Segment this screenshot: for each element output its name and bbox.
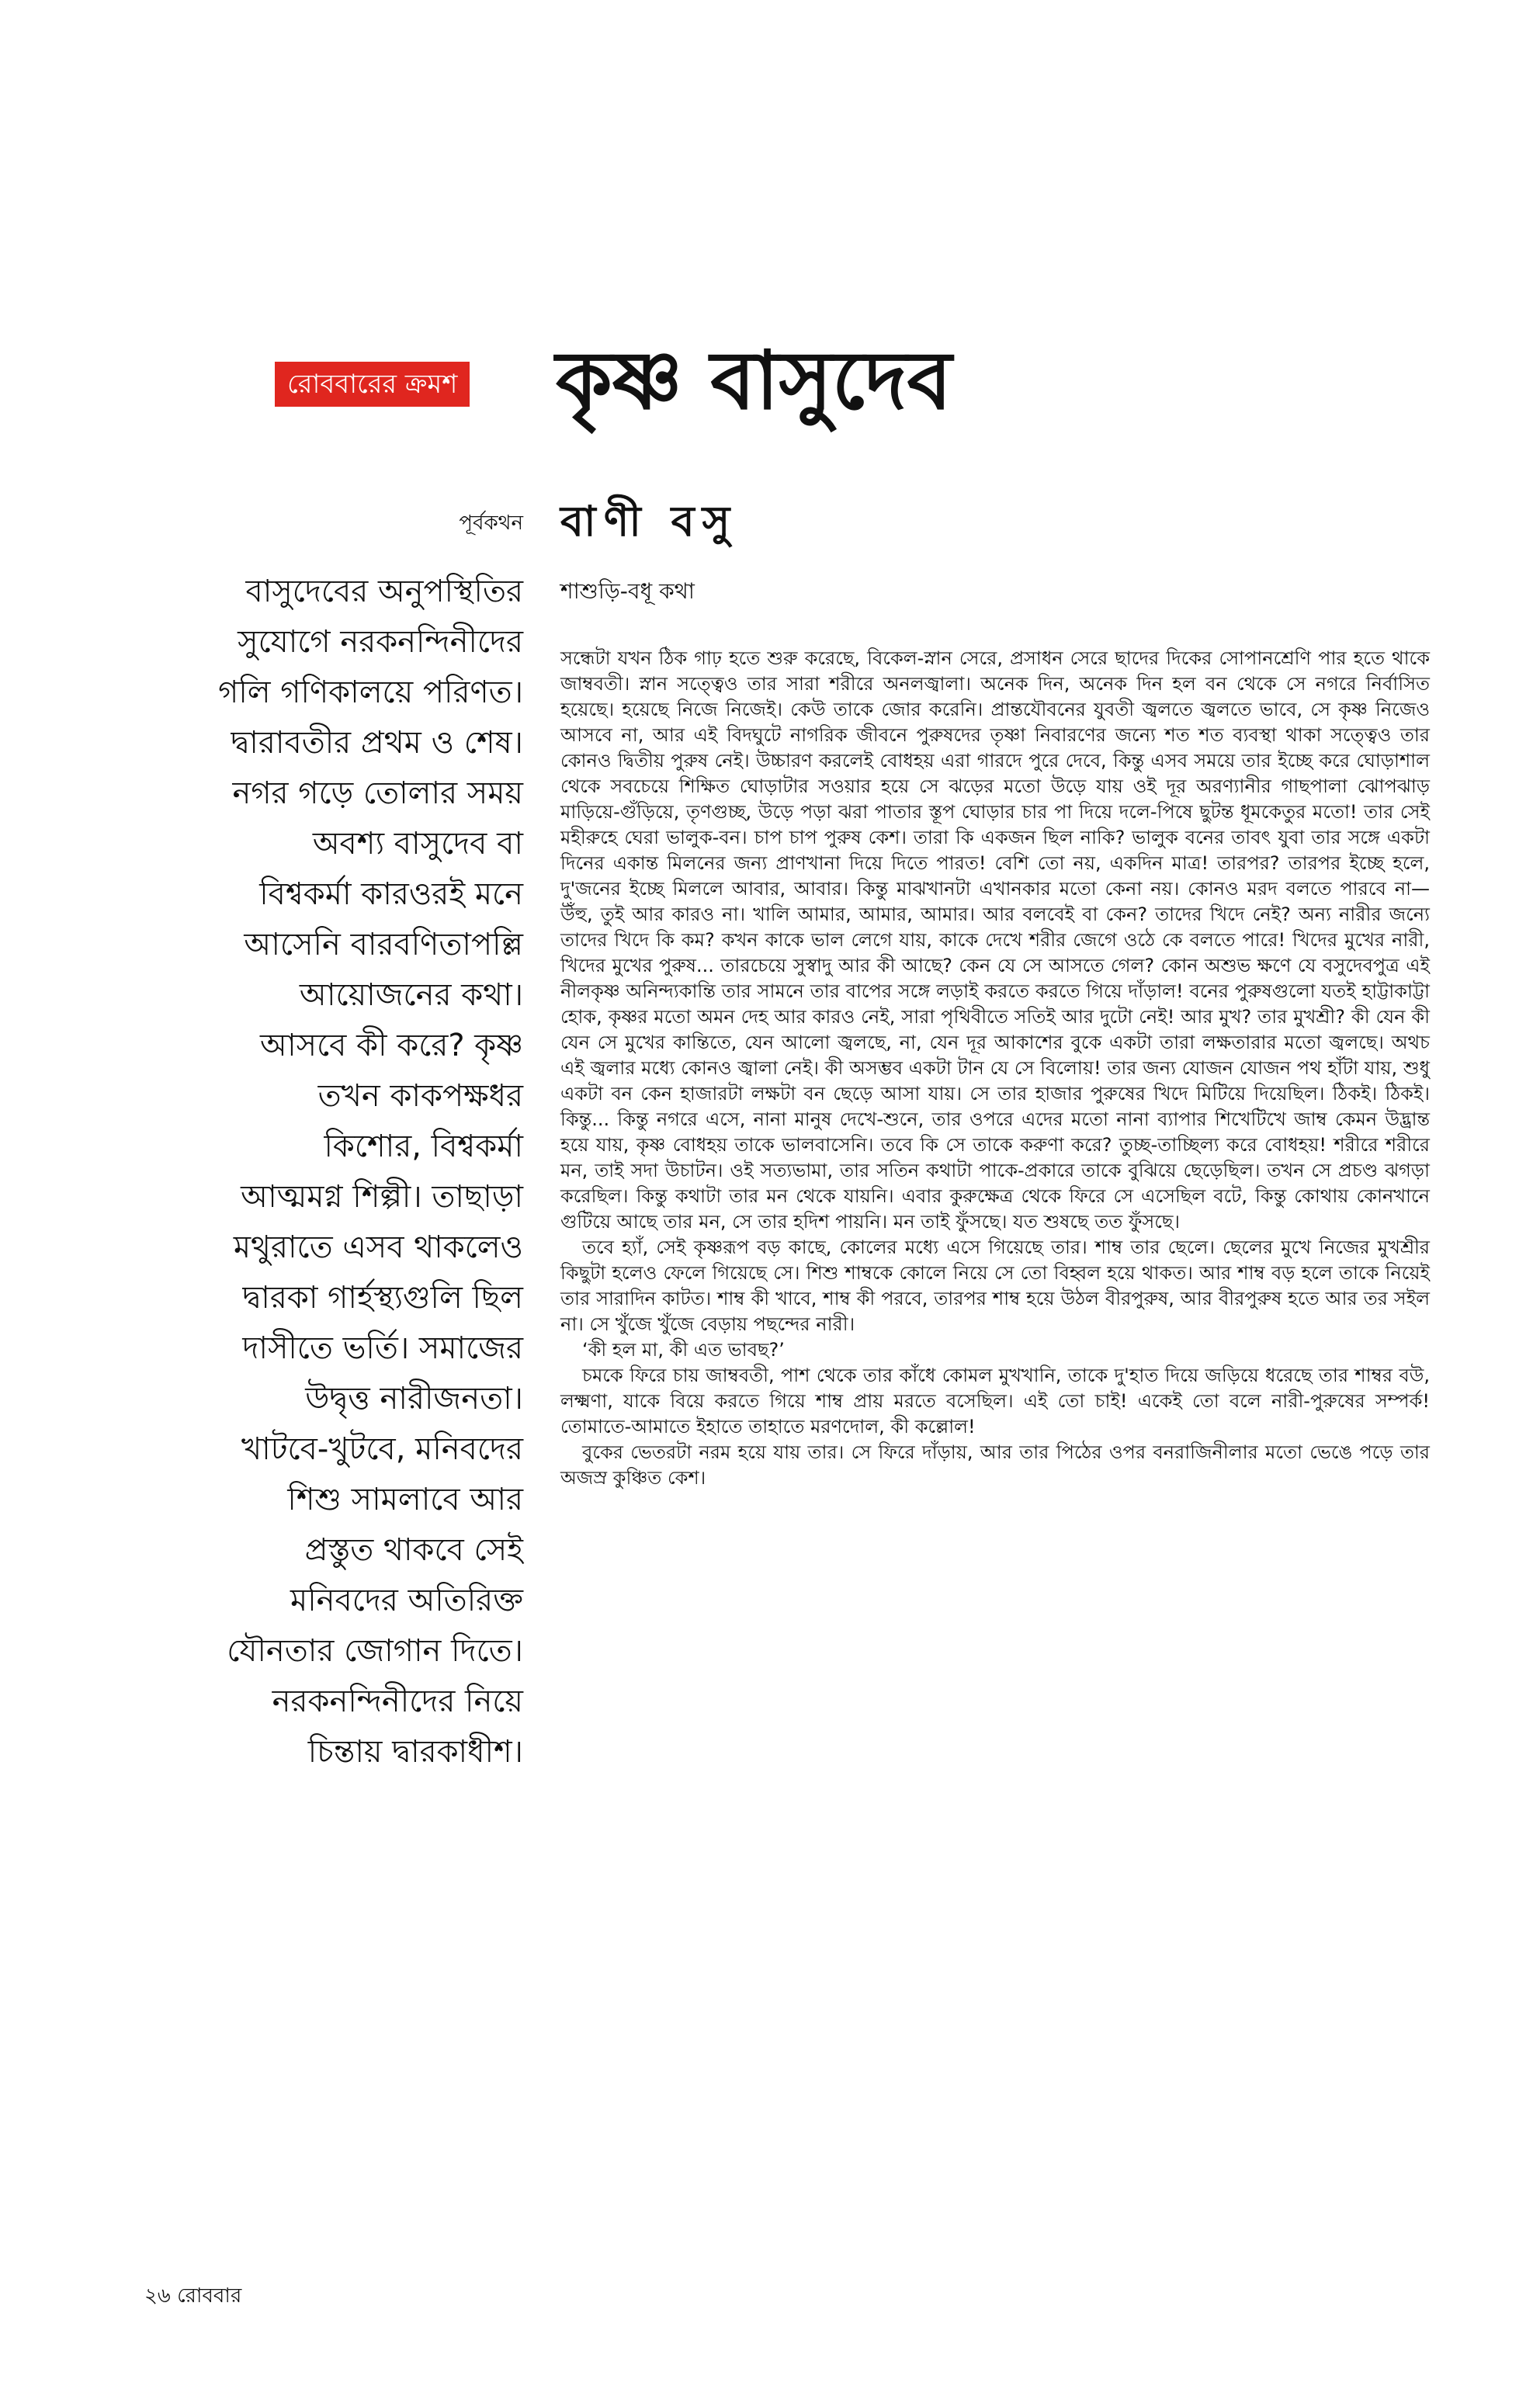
pullquote-line: কিশোর, বিশ্বকর্মা: [324, 1129, 523, 1164]
body-paragraph: তবে হ্যাঁ, সেই কৃষ্ণরূপ বড় কাছে, কোলের মধ্যে এসে গিয়েছে তার। শাম্ব তার ছেলে। ছেলের মুখে নিজের মুখশ্রীর কিছুটা হলেও ফেলে গিয়েছে সে। শিশু শাম্বকে কোলে নিয়ে সে তো বিহ্বল হয়ে থাকত। আর শাম্ব বড় হলে তাকে নিয়েই তার সারাদিন কাটত। শাম্ব কী খাবে, শাম্ব কী পরবে, তারপর শাম্ব হয়ে উঠল বীরপুরুষ, আর বীরপুরুষ হতে আর তর সইল না। সে খুঁজে খুঁজে বেড়ায় পছন্দের নারী।: [560, 1236, 1430, 1335]
pullquote-line: গলি গণিকালয়ে পরিণত।: [218, 675, 523, 710]
body-paragraph: বুকের ভেতরটা নরম হয়ে যায় তার। সে ফিরে দাঁড়ায়, আর তার পিঠের ওপর বনরাজিনীলার মতো ভেঙে পড়ে তার অজস্র কুঞ্চিত কেশ।: [560, 1441, 1430, 1489]
body-paragraph: ‘কী হল মা, কী এত ভাবছ?’: [582, 1339, 785, 1361]
page-folio: ২৬ রোববার: [144, 2284, 242, 2308]
pullquote-line: খাটবে-খুটবে, মনিবদের: [241, 1431, 523, 1467]
pullquote-line: দ্বারাবতীর প্রথম ও শেষ।: [231, 725, 523, 761]
pullquote-line: মনিবদের অতিরিক্ত: [290, 1583, 523, 1618]
pullquote: [109, 567, 523, 1777]
article-title: কৃষ্ণ বাসুদেব: [556, 333, 952, 428]
prologue-label: পূর্বকথন: [459, 512, 523, 535]
pullquote-line: বিশ্বকর্মা কারওরই মনে: [259, 876, 523, 912]
pullquote-line: প্রস্তুত থাকবে সেই: [304, 1532, 523, 1568]
pullquote-line: দ্বারকা গার্হস্থ্যগুলি ছিল: [242, 1280, 523, 1316]
pullquote-line: শিশু সামলাবে আর: [287, 1482, 523, 1517]
body-paragraph: চমকে ফিরে চায় জাম্ববতী, পাশ থেকে তার কাঁধে কোমল মুখখানি, তাকে দু'হাত দিয়ে জড়িয়ে ধরেছে তার শাম্বর বউ, লক্ষ্মণা, যাকে বিয়ে করতে গিয়ে শাম্ব প্রায় মরতে বসেছিল। এই তো চাই! একেই তো বলে নারী-পুরুষের সম্পর্ক! তোমাতে-আমাতে ইহাতে তাহাতে মরণদোল, কী কল্লোল!: [560, 1365, 1430, 1438]
pullquote-line: আত্মমগ্ন শিল্পী। তাছাড়া: [241, 1179, 523, 1215]
pullquote-line: মথুরাতে এসব থাকলেও: [233, 1229, 523, 1265]
pullquote-line: বাসুদেবের অনুপস্থিতির: [245, 574, 523, 609]
author-name: বাণী বসু: [560, 497, 738, 546]
pullquote-line: নগর গড়ে তোলার সময়: [232, 775, 523, 811]
pullquote-line: আসেনি বারবণিতাপল্লি: [244, 927, 523, 962]
pullquote-line: আসবে কী করে? কৃষ্ণ: [259, 1028, 523, 1063]
series-label: রোববারের ক্রমশ: [275, 362, 470, 407]
pullquote-line: উদ্বৃত্ত নারীজনতা।: [305, 1381, 523, 1417]
pullquote-line: আয়োজনের কথা।: [299, 977, 523, 1013]
pullquote-line: চিন্তায় দ্বারকাধীশ।: [307, 1734, 523, 1770]
pullquote-line: নরকনন্দিনীদের নিয়ে: [272, 1684, 523, 1719]
pullquote-line: তখন কাকপক্ষধর: [317, 1078, 523, 1114]
article-body: [560, 646, 1430, 1491]
pullquote-line: সুযোগে নরকনন্দিনীদের: [238, 624, 523, 660]
body-paragraph: সন্ধেটা যখন ঠিক গাঢ় হতে শুরু করেছে, বিকেল-স্নান সেরে, প্রসাধন সেরে ছাদের দিকের সোপানশ্রেণি পার হতে থাকে জাম্ববতী। স্নান সত্ত্বেও তার সারা শরীরে অনলজ্বালা। অনেক দিন, অনেক দিন হল বন থেকে সে নগরে নির্বাসিত হয়েছে। হয়েছে নিজে নিজেই। কেউ তাকে জোর করেনি। প্রান্তযৌবনের যুবতী জ্বলতে জ্বলতে ভাবে, সে কৃষ্ণ নিজেও আসবে না, আর এই বিদঘুটে নাগরিক জীবনে পুরুষদের তৃষ্ণা নিবারণের জন্যে শত শত ব্যবস্থা থাকা সত্ত্বেও তার কোনও দ্বিতীয় পুরুষ নেই। উচ্চারণ করলেই বোধহয় এরা গারদে পুরে দেবে, কিন্তু এসব সময়ে তার ইচ্ছে করে ঘোড়াশাল থেকে সবচেয়ে শিক্ষিত ঘোড়াটার সওয়ার হয়ে সে ঝড়ের মতো উড়ে যায় ওই দূর অরণ্যানীর গাছপালা ঝোপঝাড় মাড়িয়ে-গুঁড়িয়ে, তৃণগুচ্ছ, উড়ে পড়া ঝরা পাতার স্তূপ ঘোড়ার চার পা দিয়ে দলে-পিষে ছুটন্ত ধূমকেতুর মতো! তার সেই মহীরুহে ঘেরা ভালুক-বন। চাপ চাপ পুরুষ কেশ। তারা কি একজন ছিল নাকি? ভালুক বনের তাবৎ যুবা তার সঙ্গে একটা দিনের একান্ত মিলনের জন্য প্রাণখানা দিয়ে দিতে পারত! বেশি তো নয়, একদিন মাত্র! তারপর? তারপর ইচ্ছে হলে, দু'জনের ইচ্ছে মিললে আবার, আবার। কিন্তু মাঝখানটা এখানকার মতো কেনা নয়। কোনও মরদ বলতে পারবে না— উঁহু, তুই আর কারও না। খালি আমার, আমার, আমার। আর বলবেই বা কেন? তাদের খিদে নেই? অন্য নারীর জন্যে তাদের খিদে কি কম? কখন কাকে ভাল লেগে যায়, কাকে দেখে শরীর জেগে ওঠে কে বলতে পারে! খিদের মুখের নারী, খিদের মুখের পুরুষ... তারচেয়ে সুস্বাদু আর কী আছে? কেন যে সে আসতে গেল? কোন অশুভ ক্ষণে যে বসুদেবপুত্র এই নীলকৃষ্ণ অনিন্দ্যকান্তি তার সামনে তার বাপের সঙ্গে লড়াই করতে করতে গিয়ে দাঁড়াল! বনের পুরুষগুলো যতই হাট্টাকাট্টা হোক, কৃষ্ণর মতো অমন দেহ আর কারও নেই, সারা পৃথিবীতে সতিই আর দুটো নেই! আর মুখ? তার মুখশ্রী? কী যেন কী যেন সে মুখের কান্তিতে, যেন আলো জ্বলছে, না, যেন দূর আকাশের বুকে একটা তারা লক্ষতারার মতো জ্বলছে। অথচ এই জ্বলার মধ্যে কোনও জ্বালা নেই। কী অসম্ভব একটা টান যে সে বিলোয়! তার জন্য যোজন যোজন পথ হাঁটা যায়, শুধু একটা বন কেন হাজারটা লক্ষটা বন ছেড়ে আসা যায়। সে তার হাজার পুরুষের খিদে মিটিয়ে দিয়েছিল। ঠিকই। ঠিকই। কিন্তু... কিন্তু নগরে এসে, নানা মানুষ দেখে-শুনে, তার ওপরে এদের মতো নানা ব্যাপার শিখেটিখে জাম্ব কেমন উদ্ভ্রান্ত হয়ে যায়, কৃষ্ণ বোধহয় তাকে ভালবাসেনি। তবে কি সে তাকে করুণা করে? তুচ্ছ-তাচ্ছিল্য করে বোধহয়! শরীরে শরীরে মন, তাই সদা উচাটন। ওই সত্যভামা, তার সতিন কথাটা পাকে-প্রকারে তাকে বুঝিয়ে ছেড়েছিল। তখন সে প্রচণ্ড ঝগড়া করেছিল। কিন্তু কথাটা তার মন থেকে যায়নি। এবার কুরুক্ষেত্র থেকে ফিরে সে এসেছিল বটে, কিন্তু কোথায় কোনখানে গুটিয়ে আছে তার মন, সে তার হদিশ পায়নি। মন তাই ফুঁসছে। যত শুষছে তত ফুঁসছে।: [560, 647, 1430, 1233]
pullquote-line: যৌনতার জোগান দিতে।: [227, 1633, 523, 1669]
section-heading: শাশুড়ি-বধূ কথা: [560, 578, 695, 604]
pullquote-line: দাসীতে ভর্তি। সমাজের: [242, 1330, 523, 1366]
pullquote-line: অবশ্য বাসুদেব বা: [312, 826, 523, 862]
